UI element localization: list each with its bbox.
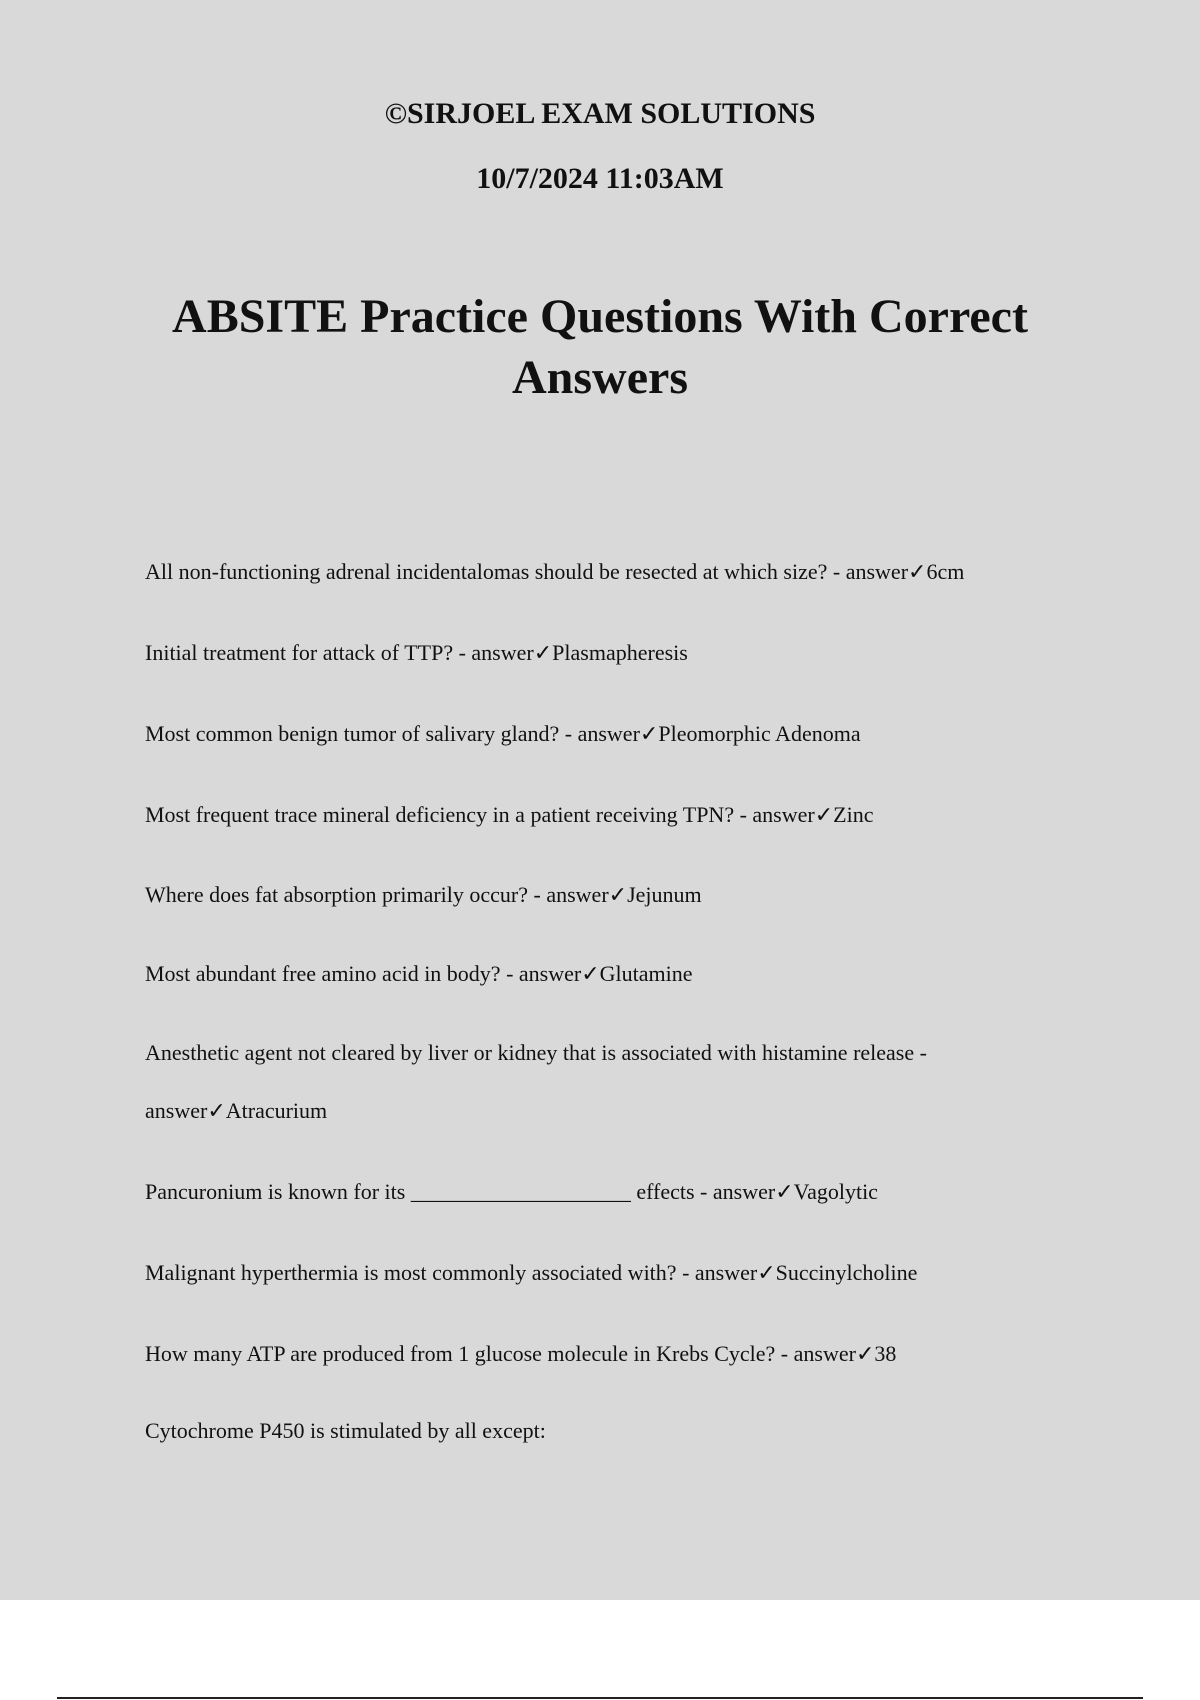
answer-separator: - <box>914 1040 927 1065</box>
question-text: Where does fat absorption primarily occur? <box>145 882 529 907</box>
answer-label: answer <box>577 721 640 746</box>
answer-separator: - <box>694 1179 713 1204</box>
answer-text: Glutamine <box>599 961 693 986</box>
question-text: Initial treatment for attack of TTP? <box>145 640 454 665</box>
answer-label: answer <box>518 961 582 986</box>
answer-label: answer <box>145 1098 208 1123</box>
question-text: All non-functioning adrenal incidentalomas should be resected at which size? <box>145 559 828 584</box>
answer-text: 38 <box>874 1341 897 1366</box>
answer-separator: - <box>827 559 846 584</box>
question-text: Most frequent trace mineral deficiency in a patient receiving TPN? <box>145 802 735 827</box>
question-item <box>145 1402 1065 1460</box>
answer-separator: - <box>528 882 547 907</box>
answer-text: Plasmapheresis <box>552 640 688 665</box>
document-title <box>0 286 1200 408</box>
check-icon: ✓ <box>908 560 927 585</box>
check-icon: ✓ <box>757 1261 776 1286</box>
check-icon: ✓ <box>207 1099 226 1124</box>
answer-text: Pleomorphic Adenoma <box>658 721 861 746</box>
document-title-line-1: ABSITE Practice Questions With Correct <box>172 290 1028 343</box>
answer-label: answer <box>546 882 609 907</box>
check-icon: ✓ <box>775 1180 794 1205</box>
answer-text: 6cm <box>926 559 965 584</box>
answer-separator: - <box>453 640 472 665</box>
check-icon: ✓ <box>581 962 600 987</box>
question-item <box>145 624 1065 683</box>
question-item <box>145 1163 1065 1222</box>
question-text: Most common benign tumor of salivary gland? <box>145 721 560 746</box>
answer-text: Jejunum <box>627 882 702 907</box>
answer-separator: - <box>676 1260 695 1285</box>
answer-separator: - <box>775 1341 794 1366</box>
question-text: Pancuronium is known for its ____________________ effects <box>145 1179 695 1204</box>
answer-label: answer <box>752 802 815 827</box>
datetime-header: 10/7/2024 11:03AM <box>476 162 724 195</box>
answer-text: Vagolytic <box>793 1179 878 1204</box>
check-icon: ✓ <box>639 722 659 747</box>
answer-separator: - <box>559 721 578 746</box>
question-item <box>145 1244 1065 1303</box>
answer-label: answer <box>845 559 909 584</box>
answer-text: Succinylcholine <box>775 1260 918 1285</box>
document-title-line-2: Answers <box>512 351 688 404</box>
check-icon: ✓ <box>855 1342 875 1367</box>
check-icon: ✓ <box>814 803 834 828</box>
question-text: Most abundant free amino acid in body? <box>145 961 501 986</box>
answer-label: answer <box>471 640 534 665</box>
footer-rule <box>57 1697 1143 1699</box>
question-item <box>145 543 1065 602</box>
question-text: Malignant hyperthermia is most commonly associated with? <box>145 1260 677 1285</box>
answer-separator: - <box>734 802 753 827</box>
question-text: How many ATP are produced from 1 glucose molecule in Krebs Cycle? <box>145 1341 776 1366</box>
question-item <box>145 945 1065 1004</box>
answer-text: Zinc <box>833 802 874 827</box>
brand-header: ©SIRJOEL EXAM SOLUTIONS <box>384 97 816 130</box>
question-item <box>145 1325 1065 1384</box>
answer-label: answer <box>793 1341 856 1366</box>
question-item <box>145 705 1065 764</box>
answer-separator: - <box>500 961 519 986</box>
question-item <box>145 786 1065 845</box>
answer-label: answer <box>712 1179 776 1204</box>
answer-text: Atracurium <box>225 1098 328 1123</box>
question-text: Cytochrome P450 is stimulated by all except: <box>145 1418 546 1443</box>
question-item <box>145 1024 1065 1141</box>
question-text: Anesthetic agent not cleared by liver or kidney that is associated with histamine release <box>145 1040 915 1065</box>
answer-label: answer <box>694 1260 758 1285</box>
question-item <box>145 866 1065 925</box>
check-icon: ✓ <box>608 883 628 908</box>
check-icon: ✓ <box>533 641 553 666</box>
